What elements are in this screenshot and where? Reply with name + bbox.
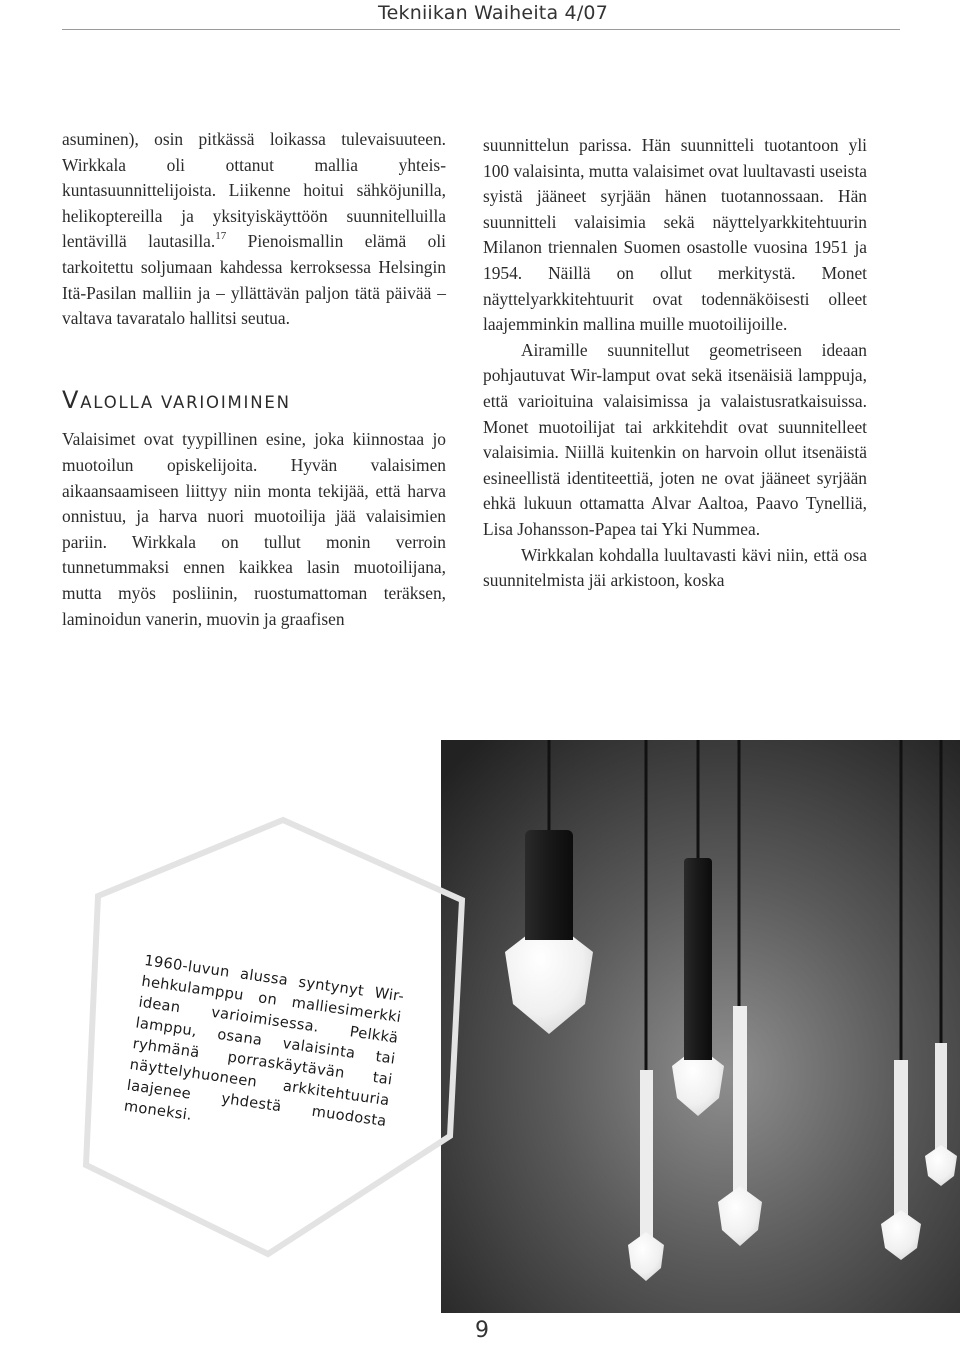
left-paragraph-1-part2: Pienoismallin elämä oli tarkoitettu soljumaan kahdessa kerroksessa Helsingin Itä-Pasilan malliin ja – yllättävän paljon tätä päivää – valtava tavaratalo hallitsi seutua.: [62, 231, 446, 329]
photo-caption: 1960-luvun alussa syntynyt Wir-hehkulamppu on malliesimerkki idean varioimisessa. Pelkkä lamppu, osana valaisinta tai ryhmänä porraskäytävän tai näyttelyhuoneen arkkitehtuuria laajenee yhdestä muodosta moneksi.: [122, 951, 406, 1131]
left-paragraph-1: [62, 127, 446, 332]
page-number: 9: [475, 1318, 489, 1343]
lamp-photo: [441, 740, 960, 1313]
right-paragraph-2: Airamille suunnitellut geometriseen ideaan pohjautuvat Wir-lamput ovat sekä itsenäisiä lamppuja, että varioituina valaisimissa ja valaistusratkaisuissa. Monet muotoilijat tai arkkitehdit ovat suunnitelleet valaisimia. Niillä kuitenkin on harvoin ollut itsenäistä esineellistä identiteettiä, joten ne ovat jääneet syrjään ehkä lukuun ottamatta Alvar Aaltoa, Paavo Tynelliä, Lisa Johansson-Papea tai Yki Nummea.: [483, 339, 867, 539]
footnote-reference[interactable]: 17: [215, 230, 227, 243]
right-column: [483, 133, 867, 594]
right-paragraph-3: Wirkkalan kohdalla luultavasti kävi niin, että osa suunnitelmista jäi arkistoon, koska: [483, 544, 867, 591]
section-heading-rest: ALOLLA VARIOIMINEN: [80, 392, 291, 412]
left-column: [62, 127, 446, 632]
header-title: Tekniikan Waiheita 4/07: [378, 2, 608, 24]
section-heading: [62, 385, 446, 416]
right-paragraph-1: suunnittelun parissa. Hän suunnitteli tuotantoon yli 100 valaisinta, mutta valaisimet ovat luultavasti useista syistä jääneet syrjään hänen tuotannossaan. Hän suunnitteli valaisimia sekä näyttelyarkkitehtuurin Milanon triennalen Suomen osastolle vuosina 1951 ja 1954. Näillä on ollut merkitystä. Monet näyttelyarkkitehtuurit ovat todennäköisesti olleet laajemminkin mallina muille muotoilijoille.: [483, 135, 867, 335]
header-rule: [62, 29, 900, 30]
left-paragraph-2: Valaisimet ovat tyypillinen esine, joka kiinnostaa jo muotoilun opiskelijoita. Hyvän valaisimen aikaansaamiseen liittyy niin monta tekijää, että harva onnistuu, ja harva nuori muotoilija jää valaisimien pariin. Wirkkala on tullut monin verroin tunnetummaksi ennen kaikkea lasin muotoilijana, mutta myös posliinin, ruostumattoman teräksen, laminoidun vanerin, muovin ja graafisen: [62, 429, 446, 629]
section-heading-initial: V: [62, 385, 81, 414]
left-paragraph-1-part1: asuminen), osin pitkässä loikassa tulevaisuuteen. Wirkkala oli ottanut mallia yhteiskuntasuunnittelijoista. Liikenne hoitui sähköjunilla, helikoptereilla ja yksityiskäyttöön suunnitelluilla lentävillä lautasilla.: [62, 129, 446, 252]
